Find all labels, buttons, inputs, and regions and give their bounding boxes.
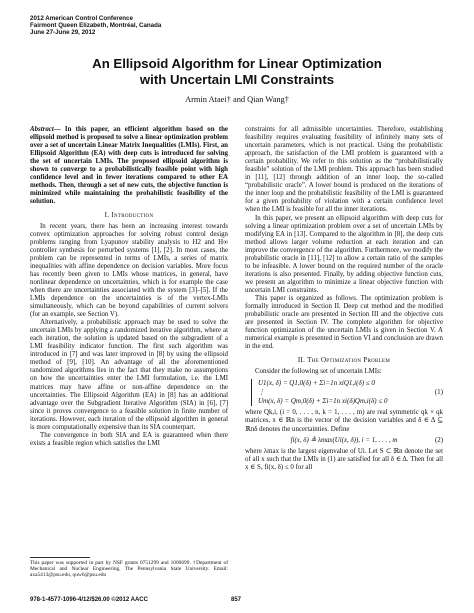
paper-title [0, 56, 474, 88]
right-paragraph-5: where Qk,i, (i = 0, . . . , n, k = 1, . . . , m) are real symmetric qk × qk matrices, x ∈ ℝn is the vector of the decision variables and δ ∈ Δ ⊆ ℝnδ denotes the uncertainties. Define [245, 409, 443, 433]
conference-dates: June 27-June 29, 2012 [30, 29, 96, 37]
intro-paragraph-1: In recent years, there has been an increasing interest towards convex optimization approaches for solving robust control design problems ranging from Lyapunov stability analysis to H2 and H∞ controller synthesis for perturbed systems [1], [2]. In most cases, the problem can be represented in terms of LMIs, a series of matrix inequalities with affine dependence on decision variables. More focus has recently been given to LMIs whose matrices, in general, have nonlinear dependence on uncertainties, which is for example the case when there are uncertainties associated with the system [3]–[5]. If the LMIs dependence on the uncertainties is of the vertex-LMIs simultaneously, which can be beyond capabilities of current solvers (for an example, see Section V). [30, 222, 228, 319]
conference-name: 2012 American Control Conference [30, 15, 133, 22]
right-column [245, 126, 443, 472]
page-number: 857 [231, 597, 242, 603]
left-column [30, 126, 228, 448]
right-paragraph-4: Consider the following set of uncertain LMIs: [255, 368, 382, 376]
equation-2 [245, 437, 443, 445]
intro-paragraph-2: Alternatively, a probabilistic approach may be used to solve the uncertain LMIs by applying a randomized iterative algorithm, where at each iteration, the solution is updated based on the subgradient of a LMI feasibility indicator function. The first such algorithm was introduced in [7] and was later improved in [8] by using the ellipsoid method of [9], [10]. An advantage of all the aforementioned randomized algorithms lies in the fact that they make no assumptions on how the uncertainties enter the LMI formulation, i.e. the LMI matrices may have affine or non-affine dependence on the uncertainties. The Ellipsoid Algorithm (EA) in [8] has an additional advantage over the Subgradient Iterative Algorithm (SIA) in [6], [7] since it proves convergence to a feasible solution in finite number of iterations. However, each iteration of the ellipsoid algorithm in general is more computationally expensive than its SIA counterpart. [30, 319, 228, 431]
section-heading-optimization-problem: II. The Optimization Problem [297, 356, 391, 365]
abstract [30, 126, 228, 206]
conference-header [30, 15, 161, 37]
equation-2-number: (2) [434, 436, 443, 444]
title-line-2: with Uncertain LMI Constraints [139, 72, 335, 87]
title-line-1: An Ellipsoid Algorithm for Linear Optimization [92, 56, 382, 71]
equation-1 [245, 379, 443, 406]
right-paragraph-1: constraints for all admissible uncertainties. Therefore, establishing feasibility requires evaluating feasibility of infinitely many sets of uncertain parameters, which is not practical. Using the probabilistic approach, the satisfaction of the LMI problem is guaranteed with a certain probability. We refer to this solution as the “probabilistically feasible” solution of the LMI problem. This approach has been studied in [11], [12] through addition of an inner loop, the so-called “probabilistic oracle”. A lower bound is produced on the iterations of the inner loop and the probabilistic feasibility of the LMI is guaranteed for a given probability of violation with a certain confidence level when the LMI is feasible for all the inner iterations. [245, 126, 443, 214]
footnote-rule [30, 557, 90, 558]
equation-1-line-2: ⋮ [258, 388, 265, 397]
equation-1-line-1: U1(x, δ) = Q1,0(δ) + Σi=1n xiQ1,i(δ) ≤ 0 [258, 379, 375, 388]
conference-venue: Fairmont Queen Elizabeth, Montréal, Canada [30, 22, 162, 30]
right-paragraph-2: In this paper, we present an ellipsoid algorithm with deep cuts for solving a linear optimization problem over a set of uncertain LMIs by modifying EA in [13]. Compared to the algorithm in [8], the deep cuts method allows larger volume reduction at each iteration and can improve the convergence of the algorithm. Furthermore, we modify the probabilistic oracle in [11], [12] to allow a certain ratio of the samples to be infeasible. A lower bound on the required number of the oracle iterations is also presented. Finally, by adding objective function cuts, we present an algorithm to minimize a linear objective function with uncertain LMI constraints. [245, 214, 443, 294]
equation-1-line-3: Um(x, δ) = Qm,0(δ) + Σi=1n xi(δ)Qm,i(δ) ≤ 0 [258, 397, 388, 406]
abstract-label: Abstract [30, 126, 54, 133]
equation-1-number: (1) [434, 388, 443, 397]
intro-paragraph-3: The convergence in both SIA and EA is guaranteed when there exists a feasible region which satisfies the LMI [30, 431, 228, 447]
footnote: This paper was supported in part by NSF grants 0751299 and 1000699. †Department of Mechanical and Nuclear Engineering, The Pennsylvania State University. Email: axa5413@psu.edu, quw6@psu.edu [30, 560, 228, 579]
copyright-line: 978-1-4577-1096-4/12/$26.00 ©2012 AACC [30, 597, 148, 603]
abstract-text: — In this paper, an efficient algorithm based on the ellipsoid method is proposed to solve a linear optimization problem over a set of uncertain Linear Matrix Inequalities (LMIs). First, an Ellipsoid Algorithm (EA) with deep cuts is introduced for solving the set of uncertain LMIs. The proposed ellipsoid algorithm is shown to converge to a probabilistically feasible point with high confidence level and in fewer iterations compared to other EA methods. Then, through a set of new cuts, the objective function is minimized while maintaining the probabilistic feasibility of the solution. [30, 126, 228, 205]
equation-2-body: fi(x, δ) ≜ λmax(Ui(x, δ)), i = 1, . . . , m [290, 436, 398, 444]
right-paragraph-3: This paper is organized as follows. The optimization problem is formally introduced in Section II. Deep cut method and the modified probabilistic oracle are presented in Section III and the objective cuts are presented in Section IV. The complete algorithm for objective function optimization of the uncertain LMIs is given in Section V. A numerical example is presented in Section VI and conclusion are drawn in the end. [245, 294, 443, 351]
section-heading-introduction: I. Introduction [104, 210, 154, 219]
right-paragraph-6: where λmax is the largest eigenvalue of Ui. Let S ⊂ ℝn denote the set of all x such that the LMIs in (1) are satisfied for all δ ∈ Δ. Then for all x ∈ S, fi(x, δ) ≤ 0 for all [245, 447, 443, 471]
author-line: Armin Ataei† and Qian Wang† [185, 95, 289, 104]
